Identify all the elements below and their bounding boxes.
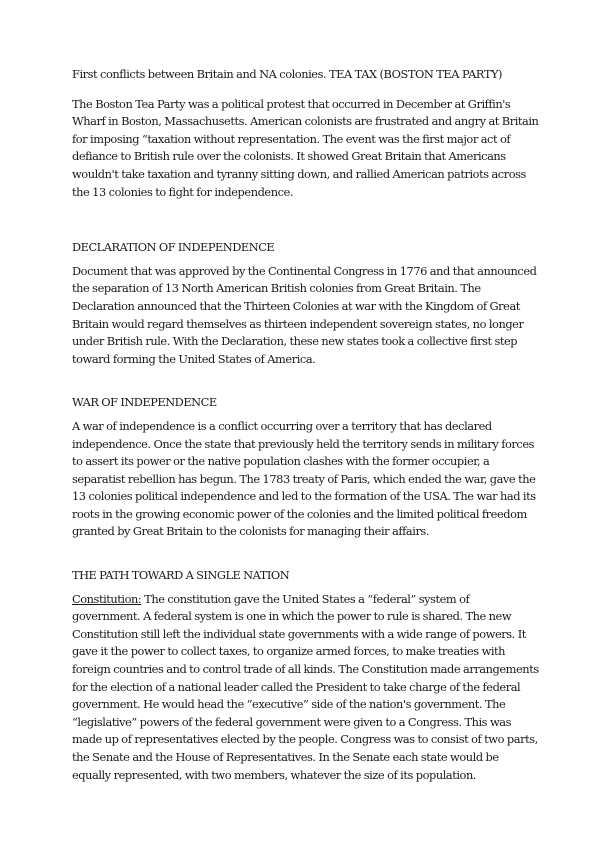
constitution-lead: Constitution: [72, 591, 142, 606]
section-war [72, 394, 540, 541]
section-declaration [72, 239, 540, 368]
section-boston-tea-party [72, 96, 540, 202]
constitution-text: The constitution gave the United States a “federal” system of government. A federal system is one in which the power to rule is shared. The new Constitution still left the individual state governments with a wide range of powers. It gave it the power to collect taxes, to organize armed forces, to make treaties with foreign countries and to control trade of all kinds. The Constitution made arrangements for the election of a national leader called the President to take charge of the federal government. He would head the “executive” side of the nation's government. The “legislative” powers of the federal government were given to a Congress. This was made up of representatives elected by the people. Congress was to consist of two parts, the Senate and the House of Representatives. In the Senate each state would be equally represented, with two members, whatever the size of its population. [72, 591, 539, 782]
section-single-nation [72, 567, 540, 784]
section-body: Document that was approved by the Continental Congress in 1776 and that announced the separation of 13 North American British colonies from Great Britain. The Declaration announced that the Thirteen Colonies at war with the Kingdom of Great Britain would regard themselves as thirteen independent sovereign states, no longer under British rule. With the Declaration, these new states took a collective first step toward forming the United States of America. [72, 263, 537, 366]
section-body [72, 591, 540, 785]
section-heading: DECLARATION OF INDEPENDENCE [72, 240, 275, 255]
section-body: The Boston Tea Party was a political protest that occurred in December at Griffin's Wharf in Boston, Massachusetts. American colonists are frustrated and angry at Britain for imposing “taxation without representation. The event was the first major act of defiance to British rule over the colonists. It showed Great Britain that Americans wouldn't take taxation and tyranny sitting down, and rallied American patriots across the 13 colonies to fight for independence. [72, 96, 539, 199]
section-body: A war of independence is a conflict occurring over a territory that has declared independence. Once the state that previously held the territory sends in military forces to assert its power or the native population clashes with the former occupier, a separatist rebellion has begun. The 1783 treaty of Paris, which ended the war, gave the 13 colonies political independence and led to the formation of the USA. The war had its roots in the growing economic power of the colonies and the limited political freedom granted by Great Britain to the colonists for managing their affairs. [72, 418, 536, 539]
section-heading: THE PATH TOWARD A SINGLE NATION [72, 568, 290, 583]
document-page [72, 66, 540, 810]
section-heading: WAR OF INDEPENDENCE [72, 395, 217, 410]
document-title: First conflicts between Britain and NA colonies. TEA TAX (BOSTON TEA PARTY) [72, 67, 503, 81]
